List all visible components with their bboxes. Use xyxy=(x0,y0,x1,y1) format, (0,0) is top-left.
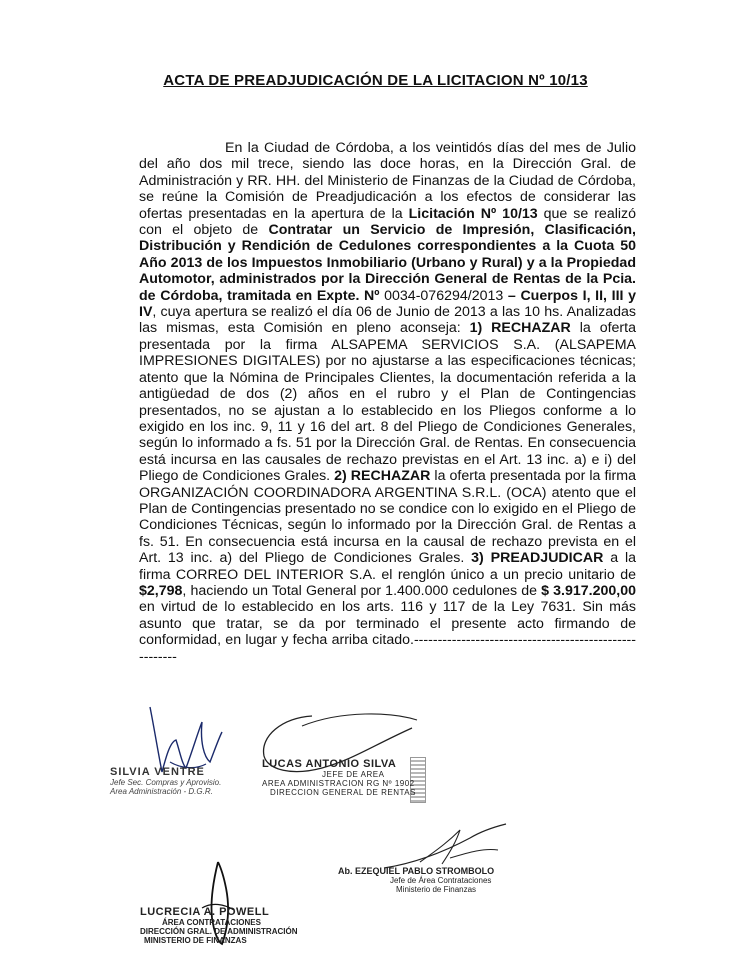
signer-role: MINISTERIO DE FINANZAS xyxy=(144,936,247,945)
signer-role: Jefe de Área Contrataciones xyxy=(390,876,492,885)
body-text-bold: 2) RECHAZAR xyxy=(334,468,431,485)
signature-block-silvia xyxy=(110,766,260,796)
body-text-segment: , cuya apertura se realizó el día 06 de Junio de 2013 a las 10 hs. Analizadas las mismas, esta Comisión en pleno aconseja: xyxy=(139,304,636,337)
signer-role: ÁREA CONTRATACIONES xyxy=(162,918,261,927)
body-text-bold: Contratar un Servicio de Impresión, Clasificación, Distribución y Rendición de Cedulones correspondientes a la Cuota 50 Año 2013 de los Impuestos Inmobiliario (Urbano y Rural) y a la Propiedad Automotor, administrados por la Dirección General de Rentas de la Pcia. de Córdoba, tramitada en Expte. Nº xyxy=(139,222,637,304)
body-text-bold: $ 3.917.200,00 xyxy=(541,582,636,599)
document-title: ACTA DE PREADJUDICACIÓN DE LA LICITACION Nº 10/13 xyxy=(163,72,588,89)
body-text-segment: la oferta presentada por la firma ORGANIZACIÓN COORDINADORA ARGENTINA S.R.L. (OCA) atento que el Plan de Contingencias presentado no se condice con lo exigido en el Pliego de Condiciones Técnicas, según lo informado por la Dirección Gral. de Rentas a fs. 51. En consecuencia está incursa en la causal de rechazo prevista en el Art. 13 inc. a) del Pliego de Condiciones Grales. xyxy=(139,468,636,567)
body-text-segment: en virtud de lo establecido en los arts. 116 y 117 de la Ley 7631. Sin más asunto que tratar, se da por terminado el presente acto firmando de conformidad, en lugar y fecha arriba citado.------------------------------------------------------- xyxy=(139,599,636,665)
signer-name: LUCAS ANTONIO SILVA xyxy=(262,758,397,770)
signer-name: LUCRECIA A. POWELL xyxy=(140,906,270,918)
signature-block-lucas xyxy=(262,758,442,797)
body-text-segment: a la firma CORREO DEL INTERIOR S.A. el renglón único a un precio unitario de xyxy=(139,550,637,583)
document-body xyxy=(139,140,636,665)
body-text-segment: En la Ciudad de Córdoba, a los veintidós días del mes de Julio del año dos mil trece, siendo las doce horas, en la Dirección Gral. de Administración y RR. HH. del Ministerio de Finanzas de la Ciudad de Córdoba, se reúne la Comisión de Preadjudicación a los efectos de considerar las ofertas presentadas en la apertura de la xyxy=(139,140,636,222)
body-text-segment: 0034-076294/2013 xyxy=(379,287,508,304)
signature-block-ezequiel xyxy=(338,866,508,894)
signature-block-lucrecia xyxy=(140,906,298,945)
body-text-segment: que se realizó con el objeto de xyxy=(139,205,636,239)
body-text-segment: la oferta presentada por la firma ALSAPEMA SERVICIOS S.A. (ALSAPEMA IMPRESIONES DIGITALES) por no ajustarse a las especificaciones técnicas; atento que la Nómina de Principales Clientes, la documentación referida a la antigüedad de dos (2) años en el rubro y el Plan de Contingencias presentados, no se ajustan a lo establecido en los Pliegos conforme a lo exigido en los inc. 9, 11 y 16 del art. 8 del Pliego de Condiciones Generales, según lo informado a fs. 51 por la Dirección Gral. de Rentas. En consecuencia está incursa en las causales de rechazo previstas en el Art. 13 inc. a) e i) del Pliego de Condiciones Grales. xyxy=(139,320,636,485)
signer-role: Ministerio de Finanzas xyxy=(396,885,477,894)
signer-role: AREA ADMINISTRACION RG Nº 1902 xyxy=(262,779,415,788)
signer-name: SILVIA VENTRE xyxy=(110,766,205,778)
signer-role: Jefe Sec. Compras y Aprovisio. xyxy=(110,778,222,787)
body-text-bold: Licitación Nº 10/13 xyxy=(408,205,538,222)
signer-role: Area Administración - D.G.R. xyxy=(110,787,213,796)
signer-name: Ab. EZEQUIEL PABLO STROMBOLO xyxy=(338,866,495,876)
body-text-bold: $2,798 xyxy=(139,582,183,599)
body-text-bold: – Cuerpos I, II, III y IV xyxy=(139,287,636,321)
signer-role: DIRECCION GENERAL DE RENTAS xyxy=(270,788,416,797)
signer-role: DIRECCIÓN GRAL. DE ADMINISTRACIÓN xyxy=(140,927,298,936)
signer-role: JEFE DE AREA xyxy=(322,770,385,779)
body-text-segment: , haciendo un Total General por 1.400.000 cedulones de xyxy=(182,582,542,599)
body-text-bold: 3) PREADJUDICAR xyxy=(471,550,604,567)
body-text-bold: 1) RECHAZAR xyxy=(469,320,571,337)
